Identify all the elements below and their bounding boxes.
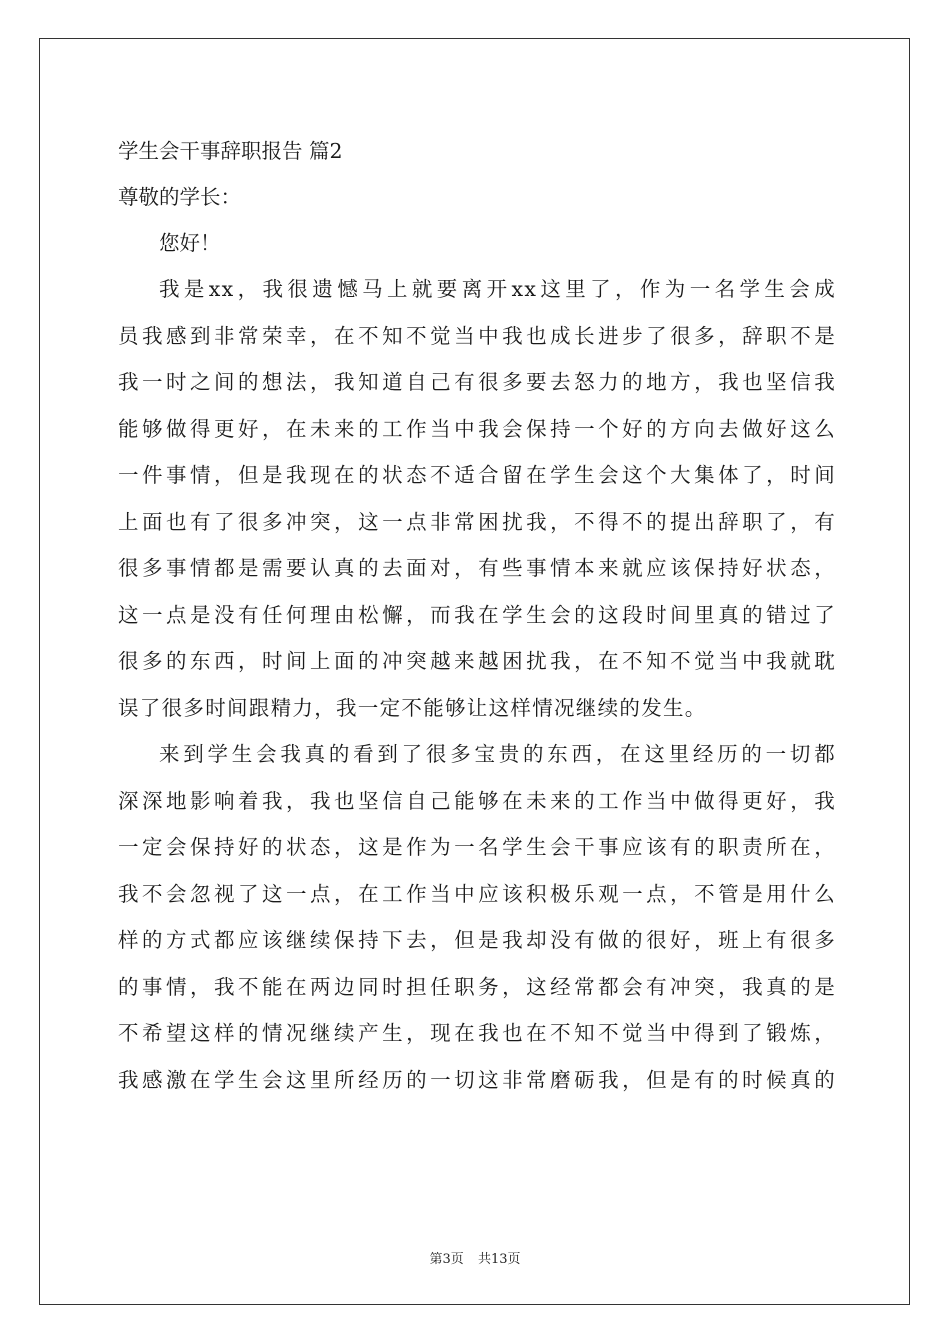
current-page-number: 第3页 [429,1252,464,1267]
paragraph-line: 员我感到非常荣幸，在不知不觉当中我也成长进步了很多，辞职不是 [118,323,836,348]
salutation: 尊敬的学长： [118,185,241,209]
document-body [118,128,836,1103]
paragraph-1 [118,266,836,731]
total-page-count: 共13页 [477,1252,521,1267]
paragraph-line: 不希望这样的情况继续产生，现在我也在不知不觉当中得到了锻炼， [118,1021,836,1045]
paragraph-line: 我不会忽视了这一点，在工作当中应该积极乐观一点，不管是用什么 [118,881,836,906]
paragraph-line: 来到学生会我真的看到了很多宝贵的东西，在这里经历的一切都 [159,742,836,766]
paragraph-line: 我是xx，我很遗憾马上就要离开xx这里了，作为一名学生会成 [159,277,836,301]
paragraph-line: 一件事情，但是我现在的状态不适合留在学生会这个大集体了，时间 [118,463,836,487]
paragraph-line: 深深地影响着我，我也坚信自己能够在未来的工作当中做得更好，我 [118,788,836,813]
paragraph-2 [118,731,836,1103]
paragraph-line: 我感激在学生会这里所经历的一切这非常磨砺我，但是有的时候真的 [118,1067,836,1092]
greeting: 您好！ [159,231,221,255]
document-title: 学生会干事辞职报告 篇2 [118,139,343,163]
paragraph-line: 的事情，我不能在两边同时担任职务，这经常都会有冲突，我真的是 [118,974,836,999]
paragraph-line: 这一点是没有任何理由松懈，而我在学生会的这段时间里真的错过了 [118,602,836,627]
paragraph-line: 我一时之间的想法，我知道自己有很多要去怒力的地方，我也坚信我 [118,370,836,394]
page-footer [0,1248,950,1267]
paragraph-line: 很多的东西，时间上面的冲突越来越困扰我，在不知不觉当中我就耽 [118,649,836,673]
paragraph-line: 上面也有了很多冲突，这一点非常困扰我，不得不的提出辞职了，有 [118,509,836,534]
paragraph-line: 误了很多时间跟精力，我一定不能够让这样情况继续的发生。 [118,695,707,720]
paragraph-line: 一定会保持好的状态，这是作为一名学生会干事应该有的职责所在， [118,835,836,859]
paragraph-line: 很多事情都是需要认真的去面对，有些事情本来就应该保持好状态， [118,556,836,580]
paragraph-line: 能够做得更好，在未来的工作当中我会保持一个好的方向去做好这么 [118,416,836,441]
paragraph-line: 样的方式都应该继续保持下去，但是我却没有做的很好，班上有很多 [118,928,836,952]
